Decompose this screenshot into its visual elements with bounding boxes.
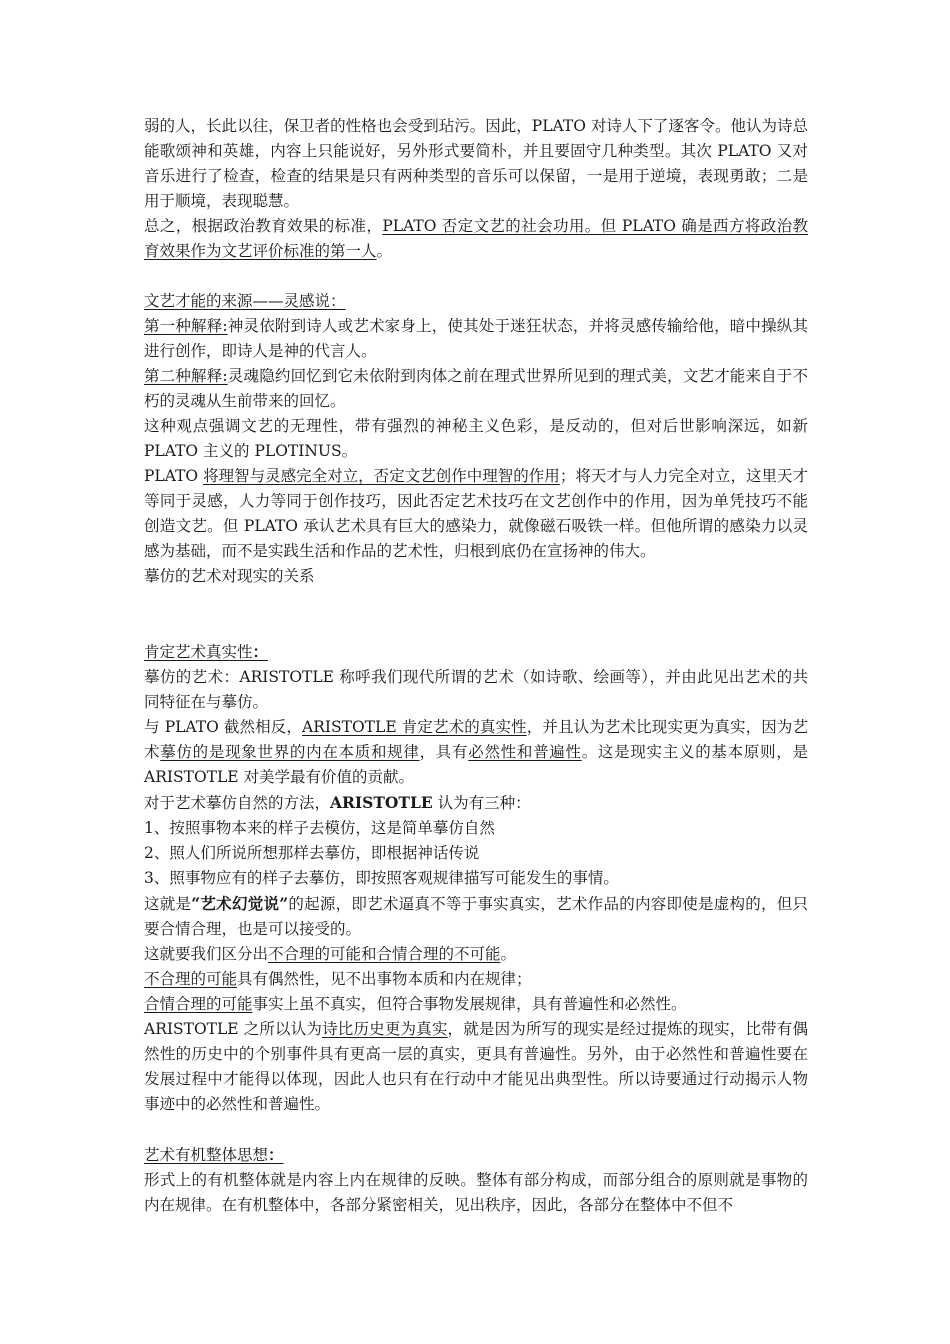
paragraph-explanation-2 [144, 364, 808, 414]
text-run: 这就是 [144, 895, 192, 913]
document-page [144, 114, 808, 1218]
heading-text: 肯定艺术真实性 [144, 643, 253, 661]
underlined-text: 必然性和普遍性 [468, 743, 582, 761]
heading-inspiration-theory: 文艺才能的来源——灵感说： [144, 292, 346, 310]
text-run: 神灵依附到诗人或艺术家身上，使其处于迷狂状态，并将灵感传输给他，暗中操纵其进行创作，即诗人是神的代言人。 [144, 317, 808, 360]
paragraph-organic-whole: 形式上的有机整体就是内容上内在规律的反映。整体有部分构成，而部分组合的原则就是事物的内在规律。在有机整体中，各部分紧密相关，见出秩序，因此，各部分在整体中不但不 [144, 1171, 808, 1214]
paragraph-irrationality: 这种观点强调文艺的无理性，带有强烈的神秘主义色彩，是反动的，但对后世影响深远，如新 PLATO 主义的 PLOTINUS。 [144, 417, 808, 460]
text-run: 与 PLATO 截然相反， [144, 718, 303, 736]
underlined-text: 不合理的可能 [144, 970, 238, 988]
heading-art-truth [144, 639, 808, 665]
heading-text: 艺术有机整体思想 [144, 1146, 269, 1164]
text-run: 。 [500, 945, 517, 963]
explanation-label: 第二种解释: [144, 367, 228, 385]
paragraph-reasonable-possible [144, 992, 808, 1017]
text-run: ；将天才与人力完全对立，这里天才等同于灵感，人力等同于创作技巧，因此否定艺术技巧在文艺创作中的作用，因为单凭技巧不能创造文艺。但 PLATO 承认艺术具有巨大的感染力，就像磁石吸铁一样。但他所谓的感染力以灵感为基础，而不是实践生活和作品的艺术性，归根到底仍在宣扬神的伟大。 [144, 467, 808, 560]
explanation-label: 第一种解释: [144, 317, 228, 335]
underlined-text: 摹仿的是现象世界的内在本质和规律 [160, 743, 420, 761]
underlined-text: 将理智与灵感完全对立，否定文艺创作中理智的作用 [203, 467, 560, 485]
text-run: 的起源，即艺术逼真不等于事实真实，艺术作品的内容即使是虚构的，但只要合情合理，也是可以接受的。 [144, 895, 808, 938]
text-run: 具有偶然性，见不出事物本质和内在规律； [237, 970, 532, 988]
spacer [144, 1117, 808, 1142]
paragraph-imitation-methods [144, 790, 808, 816]
underlined-text: ARISTOTLE 肯定艺术的真实性 [302, 718, 527, 736]
heading-colon: ： [252, 642, 269, 661]
heading-colon: ： [268, 1145, 284, 1164]
heading-organic-whole [144, 1142, 808, 1168]
underlined-text: 合情合理的可能 [144, 995, 253, 1013]
paragraph-imitative-art: 摹仿的艺术：ARISTOTLE 称呼我们现代所谓的艺术（如诗歌、绘画等），并由此见出艺术的共同特征在与摹仿。 [144, 668, 808, 711]
paragraph-aristotle-truth [144, 715, 808, 790]
paragraph-distinguish [144, 942, 808, 967]
paragraph-illusion-theory [144, 891, 808, 942]
list-item-3: 3、照事物应有的样子去摹仿，即按照客观规律描写可能发生的事情。 [144, 869, 619, 887]
bold-text: “艺术幻觉说” [191, 894, 289, 913]
text-run: 。这是现实主义的基本原则，是 ARISTOTLE 对美学最有价值的贡献。 [144, 743, 808, 786]
text-run: ，并且认为艺术比现实更为真实，因为艺术 [144, 718, 808, 761]
list-item-1: 1、按照事物本来的样子去模仿，这是简单摹仿自然 [144, 819, 495, 837]
spacer [144, 589, 808, 639]
text-run: 。 [376, 242, 393, 260]
underlined-text: 诗比历史更为真实 [322, 1020, 448, 1038]
paragraph-imitation-reality: 摹仿的艺术对现实的关系 [144, 567, 315, 585]
paragraph-unreasonable-possible [144, 967, 808, 992]
text-run: ARISTOTLE 之所以认为 [144, 1020, 323, 1038]
paragraph-plato-summary [144, 214, 808, 264]
bold-text: ARISTOTLE [330, 793, 433, 812]
text-run: 对于艺术摹仿自然的方法， [144, 794, 331, 812]
underlined-text: 不合理的可能和合情合理的不可能 [268, 945, 501, 963]
text-run: 认为有三种： [432, 794, 531, 812]
text-run: ，就是因为所写的现实是经过提炼的现实，比带有偶然性的历史中的个别事件具有更高一层的真实，更具有普遍性。另外，由于必然性和普遍性要在发展过程中才能得以体现，因此人也只有在行动中才能见出典型性。所以诗要通过行动揭示人物事迹中的必然性和普遍性。 [144, 1020, 808, 1113]
text-run: ，具有 [419, 743, 469, 761]
paragraph-explanation-1 [144, 314, 808, 364]
paragraph-reason-vs-inspiration [144, 464, 808, 564]
text-run: 总之，根据政治教育效果的标准， [144, 217, 383, 235]
text-run: 事实上虽不真实，但符合事物发展规律，具有普遍性和必然性。 [252, 995, 687, 1013]
list-item-2: 2、照人们所说所想那样去摹仿，即根据神话传说 [144, 844, 480, 862]
paragraph-poetry-vs-history [144, 1017, 808, 1117]
underlined-text: PLATO 否定文艺的社会功用。但 PLATO 确是西方将政治教育效果作为文艺评价标准的第一人 [144, 217, 808, 260]
text-run: 灵魂隐约回忆到它未依附到肉体之前在理式世界所见到的理式美，文艺才能来自于不朽的灵魂从生前带来的回忆。 [144, 367, 808, 410]
paragraph-plato-poets: 弱的人，长此以往，保卫者的性格也会受到玷污。因此，PLATO 对诗人下了逐客令。他认为诗总能歌颂神和英雄，内容上只能说好，另外形式要简朴，并且要固守几种类型。其次 PLATO 又对音乐进行了检查，检查的结果是只有两种类型的音乐可以保留，一是用于逆境，表现勇敢；二是用于顺境，表现聪慧。 [144, 117, 808, 210]
text-run: PLATO [144, 467, 204, 485]
spacer [144, 264, 808, 289]
text-run: 这就要我们区分出 [144, 945, 269, 963]
